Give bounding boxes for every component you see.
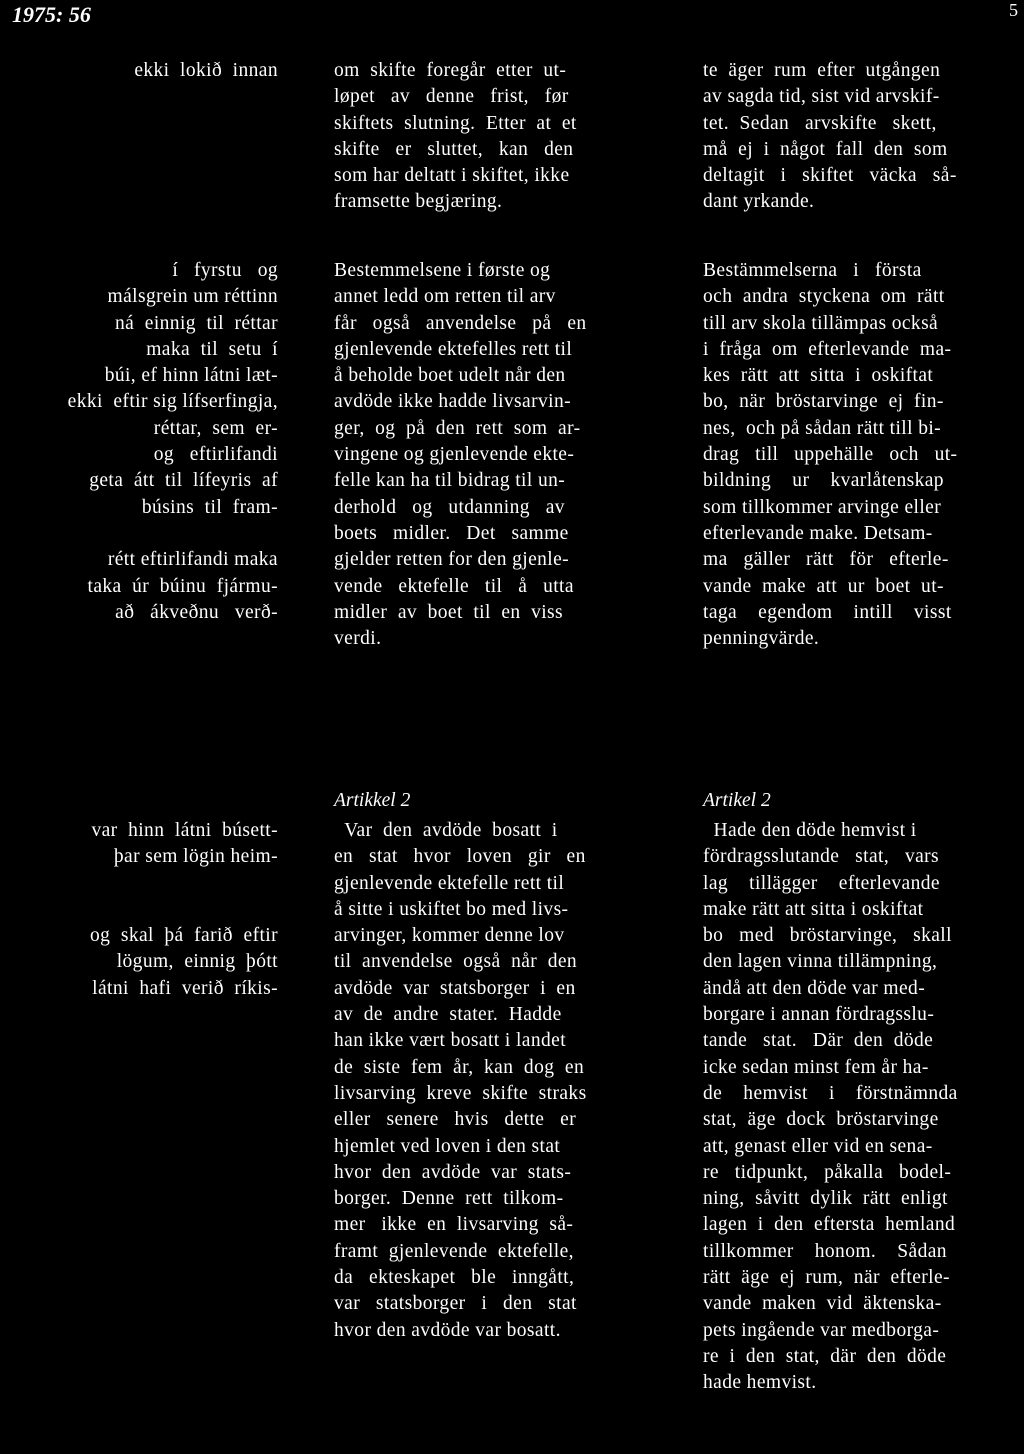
text-line: de siste fem år, kan dog en bbox=[334, 1056, 585, 1078]
text-line: fördragsslutande stat, vars bbox=[703, 846, 940, 868]
text-line: da ekteskapet ble inngått, bbox=[334, 1267, 575, 1289]
norwegian-article-title: Artikkel 2 bbox=[334, 790, 411, 811]
text-line: hade hemvist. bbox=[703, 1372, 817, 1394]
text-line: hjemlet ved loven i den stat bbox=[334, 1135, 561, 1157]
text-line: og eftirlifandi bbox=[153, 444, 278, 466]
text-line: gjenlevende ektefelle rett til bbox=[334, 872, 565, 894]
text-line: make rätt att sitta i oskiftat bbox=[703, 898, 924, 920]
text-line: pets ingående var medborga- bbox=[703, 1319, 940, 1341]
text-line: borger. Denne rett tilkom- bbox=[334, 1188, 564, 1210]
text-line: búsins til fram- bbox=[141, 496, 278, 518]
text-line: å beholde boet udelt når den bbox=[334, 365, 566, 387]
text-line: taga egendom intill visst bbox=[703, 601, 952, 623]
text-line: i fråga om efterlevande ma- bbox=[703, 338, 952, 360]
text-line bbox=[8, 871, 278, 897]
text-line: felle kan ha til bidrag til un- bbox=[334, 470, 566, 492]
text-line: penningvärde. bbox=[703, 628, 820, 650]
text-line: ná einnig til réttar bbox=[115, 312, 278, 334]
norwegian-block-1 bbox=[334, 58, 654, 216]
text-line: vande make att ur boet ut- bbox=[703, 575, 944, 597]
text-line: tande stat. Där den döde bbox=[703, 1030, 934, 1052]
text-line: gjenlevende ektefelles rett til bbox=[334, 338, 573, 360]
text-line: mer ikke en livsarving så- bbox=[334, 1214, 574, 1236]
norwegian-block-2 bbox=[334, 258, 654, 652]
text-line: Hade den döde hemvist i bbox=[703, 820, 917, 841]
icelandic-block-1 bbox=[8, 58, 278, 84]
text-line: framt gjenlevende ektefelle, bbox=[334, 1240, 574, 1262]
text-line: réttar, sem er- bbox=[153, 417, 278, 439]
text-line: bo, när bröstarvinge ej fin- bbox=[703, 391, 944, 413]
text-line: ändå att den döde var med- bbox=[703, 977, 926, 999]
text-line: den lagen vinna tillämpning, bbox=[703, 951, 938, 973]
text-line: ekki lokið innan bbox=[134, 60, 278, 81]
text-line: som har deltatt i skiftet, ikke bbox=[334, 165, 570, 187]
swedish-block-2 bbox=[703, 258, 1023, 652]
swedish-article-title: Artikel 2 bbox=[703, 790, 771, 811]
text-line: málsgrein um réttinn bbox=[107, 286, 278, 308]
norwegian-block-3 bbox=[334, 818, 654, 1344]
text-line: re tidpunkt, påkalla bodel- bbox=[703, 1161, 952, 1183]
icelandic-block-2 bbox=[8, 258, 278, 626]
text-line: Bestemmelsene i første og bbox=[334, 260, 551, 281]
text-line: avdöde var statsborger i en bbox=[334, 977, 576, 999]
text-line: taka úr búinu fjármu- bbox=[87, 575, 278, 597]
text-line: de hemvist i förstnämnda bbox=[703, 1082, 958, 1104]
text-line: hvor den avdöde var stats- bbox=[334, 1161, 572, 1183]
page-reference: 1975: 56 bbox=[12, 2, 91, 27]
text-line: te äger rum efter utgången bbox=[703, 60, 941, 81]
text-line: midler av boet til en viss bbox=[334, 601, 564, 623]
text-line: þar sem lögin heim- bbox=[113, 846, 278, 868]
text-line: derhold og utdanning av bbox=[334, 496, 565, 518]
text-line: var statsborger i den stat bbox=[334, 1293, 577, 1315]
text-line: nes, och på sådan rätt till bi- bbox=[703, 417, 942, 439]
text-line: og skal þá farið eftir bbox=[89, 925, 278, 947]
text-line: ning, såvitt dylik rätt enligt bbox=[703, 1188, 948, 1210]
text-line: må ej i något fall den som bbox=[703, 138, 948, 160]
page-number: 5 bbox=[1009, 0, 1018, 20]
text-line: av de andre stater. Hadde bbox=[334, 1004, 562, 1026]
text-line: vende ektefelle til å utta bbox=[334, 575, 574, 597]
text-line: en stat hvor loven gir en bbox=[334, 846, 586, 868]
swedish-block-3 bbox=[703, 818, 1023, 1397]
text-line: ekki eftir sig lífserfingja, bbox=[67, 391, 278, 413]
text-line: tet. Sedan arvskifte skett, bbox=[703, 112, 937, 134]
text-line: Var den avdöde bosatt i bbox=[334, 820, 558, 841]
text-line bbox=[8, 521, 278, 547]
text-line: løpet av denne frist, før bbox=[334, 86, 569, 108]
text-line: efterlevande make. Detsam- bbox=[703, 522, 933, 544]
text-line: drag till uppehälle och ut- bbox=[703, 444, 958, 466]
text-line: rétt eftirlifandi maka bbox=[107, 549, 278, 571]
icelandic-block-3 bbox=[8, 818, 278, 1002]
text-line: ger, og på den rett som ar- bbox=[334, 417, 581, 439]
text-line: får også anvendelse på en bbox=[334, 312, 587, 334]
text-line: eller senere hvis dette er bbox=[334, 1109, 577, 1131]
text-line: om skifte foregår etter ut- bbox=[334, 60, 567, 81]
text-line: tillkommer honom. Sådan bbox=[703, 1240, 947, 1262]
text-line: var hinn látni búsett- bbox=[91, 820, 278, 841]
text-line: verdi. bbox=[334, 628, 382, 650]
text-line: að ákveðnu verð- bbox=[115, 601, 278, 623]
text-line: ma gäller rätt för efterle- bbox=[703, 549, 949, 571]
text-line: bildning ur kvarlåtenskap bbox=[703, 470, 944, 492]
text-line: kes rätt att sitta i oskiftat bbox=[703, 365, 934, 387]
text-line: lagen i den eftersta hemland bbox=[703, 1214, 956, 1236]
text-line: rätt äge ej rum, när efterle- bbox=[703, 1267, 950, 1289]
text-line: lögum, einnig þótt bbox=[116, 951, 278, 973]
text-line: arvinger, kommer denne lov bbox=[334, 925, 565, 947]
text-line: av sagda tid, sist vid arvskif- bbox=[703, 86, 940, 108]
text-line: geta átt til lífeyris af bbox=[89, 470, 278, 492]
text-line: re i den stat, där den döde bbox=[703, 1345, 947, 1367]
text-line: vande maken vid äktenska- bbox=[703, 1293, 942, 1315]
text-line: borgare i annan fördragsslu- bbox=[703, 1004, 935, 1026]
text-line: stat, äge dock bröstarvinge bbox=[703, 1109, 939, 1131]
text-line: han ikke vært bosatt i landet bbox=[334, 1030, 567, 1052]
text-line: som tillkommer arvinge eller bbox=[703, 496, 942, 518]
text-line: Bestämmelserna i första bbox=[703, 260, 922, 281]
text-line: gjelder retten for den gjenle- bbox=[334, 549, 570, 571]
text-line: till arv skola tillämpas också bbox=[703, 312, 939, 334]
swedish-block-1 bbox=[703, 58, 1023, 216]
text-line: och andra styckena om rätt bbox=[703, 286, 945, 308]
text-line: vingene og gjenlevende ekte- bbox=[334, 444, 575, 466]
text-line: avdöde ikke hadde livsarvin- bbox=[334, 391, 572, 413]
text-line: lag tillägger efterlevande bbox=[703, 872, 940, 894]
text-line: maka til setu í bbox=[146, 338, 278, 360]
text-line: í fyrstu og bbox=[172, 260, 278, 281]
text-line: skiftets slutning. Etter at et bbox=[334, 112, 577, 134]
text-line: dant yrkande. bbox=[703, 191, 815, 213]
text-line bbox=[8, 897, 278, 923]
text-line: skifte er sluttet, kan den bbox=[334, 138, 574, 160]
text-line: deltagit i skiftet väcka så- bbox=[703, 165, 957, 187]
text-line: å sitte i uskiftet bo med livs- bbox=[334, 898, 569, 920]
text-line: búi, ef hinn látni læt- bbox=[104, 365, 278, 387]
text-line: annet ledd om retten til arv bbox=[334, 286, 556, 308]
text-line: til anvendelse også når den bbox=[334, 951, 578, 973]
text-line: livsarving kreve skifte straks bbox=[334, 1082, 587, 1104]
text-line: bo med bröstarvinge, skall bbox=[703, 925, 952, 947]
text-line: boets midler. Det samme bbox=[334, 522, 569, 544]
text-line: icke sedan minst fem år ha- bbox=[703, 1056, 929, 1078]
text-line: framsette begjæring. bbox=[334, 191, 503, 213]
text-line: hvor den avdöde var bosatt. bbox=[334, 1319, 561, 1341]
text-line: látni hafi verið ríkis- bbox=[92, 977, 278, 999]
text-line: att, genast eller vid en sena- bbox=[703, 1135, 933, 1157]
